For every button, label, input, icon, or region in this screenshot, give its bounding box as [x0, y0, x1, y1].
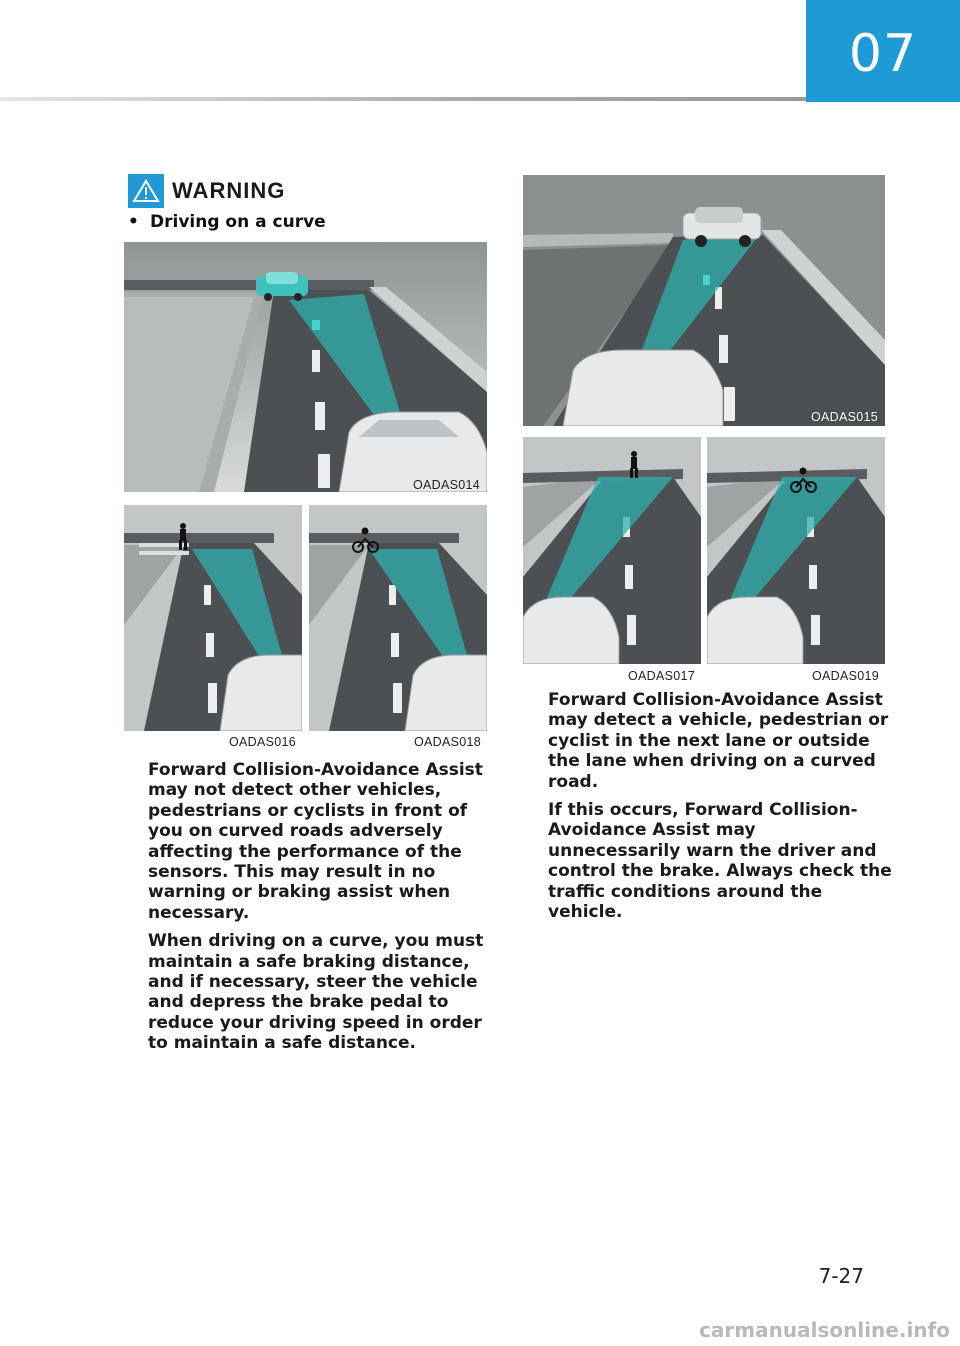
- figure-curve-vehicle-left: [124, 242, 487, 492]
- figure-curve-vehicle-right: [523, 175, 885, 426]
- left-body-text: [148, 760, 493, 1062]
- header-rule: [0, 97, 806, 101]
- warning-label: WARNING: [172, 178, 286, 203]
- warning-heading: [128, 174, 285, 208]
- figure-curve-pedestrian-left: [124, 505, 302, 731]
- figure-curve-cyclist-right: [707, 437, 885, 664]
- bullet-text: Driving on a curve: [150, 212, 326, 232]
- right-body-text: [548, 690, 893, 930]
- figure-curve-cyclist-left: [309, 505, 487, 731]
- figure-caption: OADAS018: [413, 735, 481, 749]
- chapter-tab: [806, 0, 960, 102]
- paragraph: Forward Collision-Avoidance Assist may detect a vehicle, pedestrian or cyclist in the next lane or outside the lane when driving on a curved road.: [548, 690, 889, 792]
- chapter-number: 07: [848, 24, 918, 84]
- bullet-dot: •: [128, 212, 139, 232]
- figure-caption: OADAS015: [810, 410, 878, 424]
- page-number: 7-27: [818, 1264, 864, 1288]
- warning-triangle-icon: [128, 174, 164, 208]
- paragraph: When driving on a curve, you must maintain a safe braking distance, and if necessary, steer the vehicle and depress the brake pedal to reduce your driving speed in order to maintain a safe distance.: [148, 931, 484, 1054]
- figure-caption: OADAS016: [228, 735, 296, 749]
- paragraph: If this occurs, Forward Collision-Avoidance Assist may unnecessarily warn the driver and control the brake. Always check the traffic conditions around the vehicle.: [548, 800, 892, 923]
- figure-caption: OADAS017: [627, 669, 695, 683]
- paragraph: Forward Collision-Avoidance Assist may not detect other vehicles, pedestrians or cyclists in front of you on curved roads adversely affecting the performance of the sensors. This may result in no warning or braking assist when necessary.: [148, 760, 483, 923]
- figure-caption: OADAS014: [412, 478, 480, 492]
- figure-caption: OADAS019: [811, 669, 879, 683]
- figure-curve-pedestrian-right: [523, 437, 701, 664]
- watermark: carmanualsonline.info: [699, 1318, 950, 1342]
- bullet-item: [128, 212, 326, 232]
